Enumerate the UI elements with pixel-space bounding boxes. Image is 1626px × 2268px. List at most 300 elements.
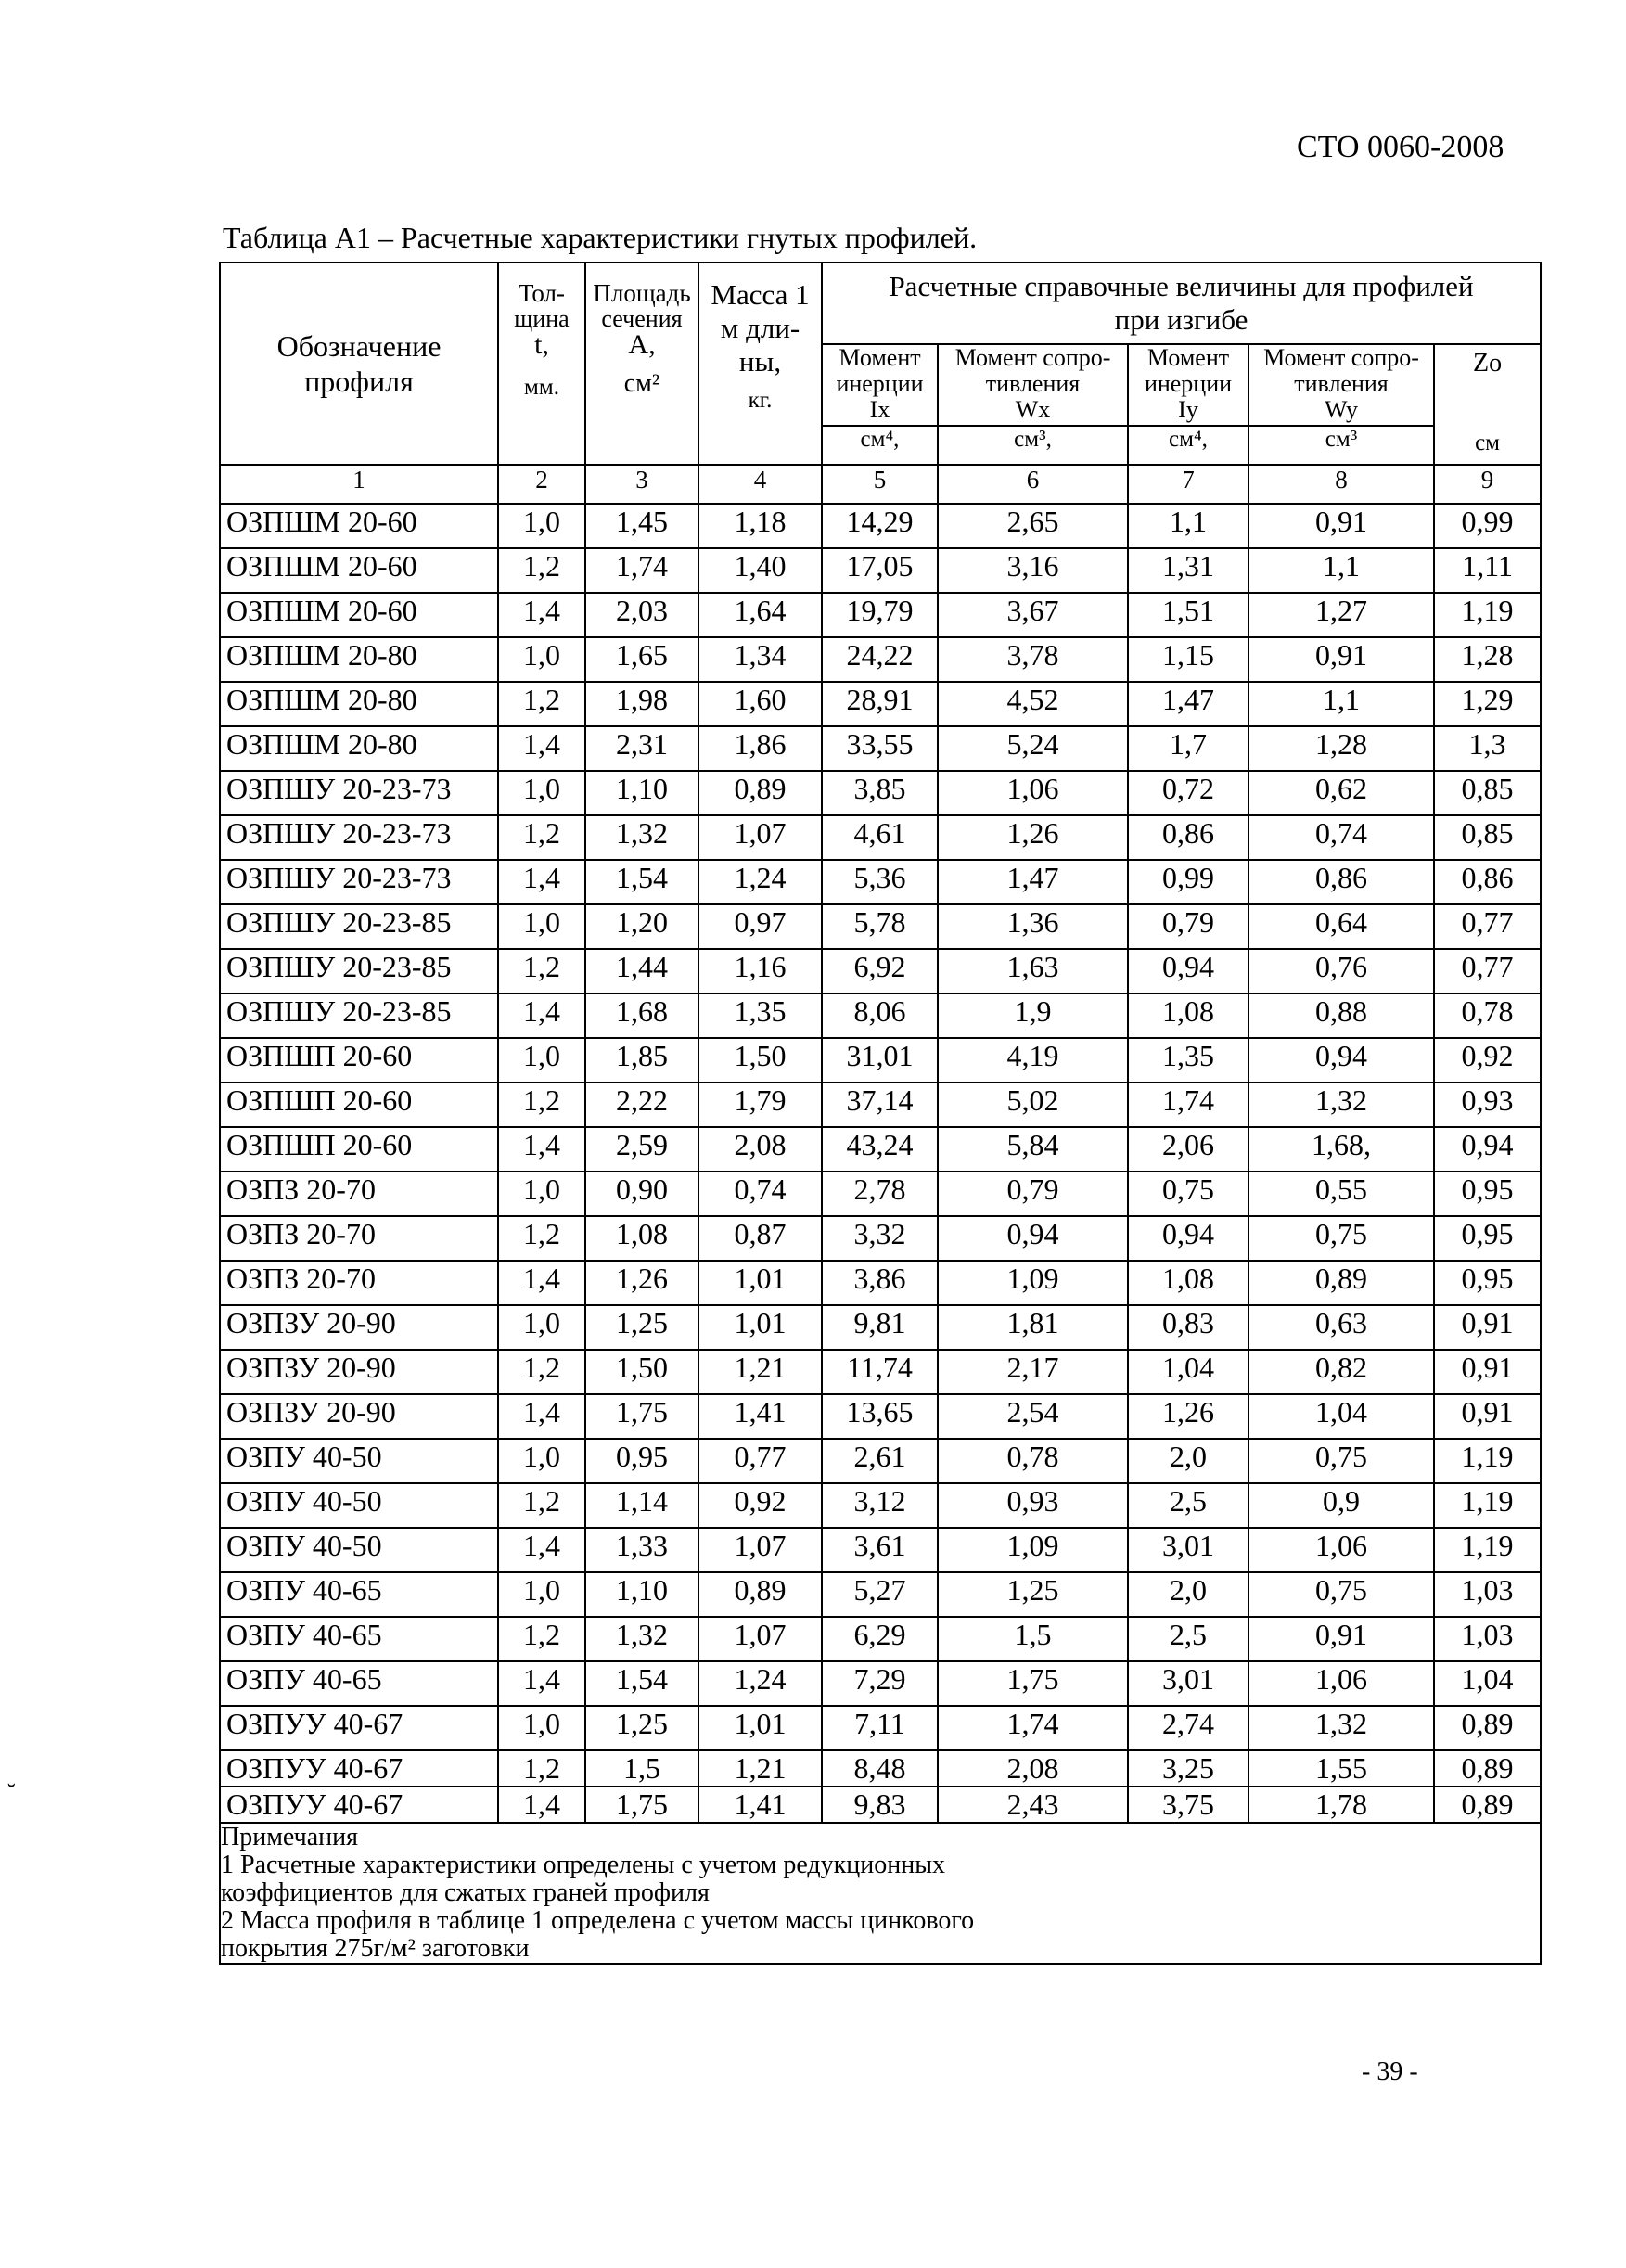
value-cell: 1,07 [698,815,822,860]
value-cell: 1,4 [498,593,585,637]
value-cell: 31,01 [822,1038,938,1083]
value-cell: 1,24 [698,1661,822,1706]
value-cell: 6,29 [822,1617,938,1661]
profile-designation-cell: ОЗПУУ 40-67 [220,1787,498,1823]
value-cell: 2,65 [938,504,1128,548]
table-row [220,593,1541,637]
value-cell: 1,19 [1434,1439,1541,1483]
value-cell: 2,17 [938,1350,1128,1394]
value-cell: 0,92 [698,1483,822,1528]
value-cell: 1,54 [585,1661,698,1706]
value-cell: 0,77 [698,1439,822,1483]
value-cell: 2,08 [938,1750,1128,1787]
value-cell: 0,91 [1248,1617,1434,1661]
value-cell: 1,4 [498,726,585,771]
column-number: 5 [822,465,938,504]
value-cell: 0,93 [1434,1083,1541,1127]
value-cell: 0,91 [1434,1305,1541,1350]
value-cell: 1,10 [585,1572,698,1617]
column-number: 9 [1434,465,1541,504]
value-cell: 0,94 [1128,1216,1248,1261]
value-cell: 0,9 [1248,1483,1434,1528]
value-cell: 1,2 [498,1483,585,1528]
value-cell: 1,86 [698,726,822,771]
value-cell: 9,83 [822,1787,938,1823]
value-cell: 0,77 [1434,949,1541,993]
value-cell: 1,0 [498,1305,585,1350]
value-cell: 1,04 [1434,1661,1541,1706]
table-row [220,682,1541,726]
value-cell: 1,55 [1248,1750,1434,1787]
value-cell: 1,26 [585,1261,698,1305]
value-cell: 1,25 [585,1706,698,1750]
value-cell: 2,43 [938,1787,1128,1823]
profile-designation-cell: ОЗПУ 40-50 [220,1483,498,1528]
value-cell: 0,75 [1128,1172,1248,1216]
value-cell: 1,27 [1248,593,1434,637]
value-cell: 0,91 [1434,1394,1541,1439]
value-cell: 1,5 [585,1750,698,1787]
value-cell: 1,26 [1128,1394,1248,1439]
value-cell: 1,35 [1128,1038,1248,1083]
value-cell: 1,75 [585,1394,698,1439]
value-cell: 1,19 [1434,1528,1541,1572]
value-cell: 2,5 [1128,1617,1248,1661]
value-cell: 1,0 [498,637,585,682]
value-cell: 1,74 [1128,1083,1248,1127]
value-cell: 1,06 [1248,1528,1434,1572]
value-cell: 0,78 [938,1439,1128,1483]
value-cell: 3,12 [822,1483,938,1528]
profile-designation-cell: ОЗПЗ 20-70 [220,1172,498,1216]
table-row [220,993,1541,1038]
value-cell: 1,75 [585,1787,698,1823]
value-cell: 28,91 [822,682,938,726]
value-cell: 1,32 [1248,1083,1434,1127]
value-cell: 0,89 [698,771,822,815]
value-cell: 1,2 [498,1350,585,1394]
table-row [220,1706,1541,1750]
table-row [220,1483,1541,1528]
value-cell: 1,1 [1248,548,1434,593]
value-cell: 13,65 [822,1394,938,1439]
value-cell: 2,08 [698,1127,822,1172]
value-cell: 3,78 [938,637,1128,682]
value-cell: 1,01 [698,1706,822,1750]
value-cell: 0,74 [698,1172,822,1216]
value-cell: 1,4 [498,1528,585,1572]
notes-row [220,1823,1541,1964]
table-row [220,1172,1541,1216]
value-cell: 1,2 [498,548,585,593]
value-cell: 2,22 [585,1083,698,1127]
value-cell: 0,86 [1128,815,1248,860]
value-cell: 1,79 [698,1083,822,1127]
profile-designation-cell: ОЗПУ 40-65 [220,1661,498,1706]
value-cell: 6,92 [822,949,938,993]
header-ix: Момент инерции Ix [822,344,938,426]
value-cell: 1,41 [698,1394,822,1439]
table-row [220,1305,1541,1350]
page-number: - 39 - [1362,2057,1418,2086]
value-cell: 0,55 [1248,1172,1434,1216]
value-cell: 0,89 [698,1572,822,1617]
value-cell: 1,0 [498,1172,585,1216]
value-cell: 1,15 [1128,637,1248,682]
value-cell: 1,2 [498,682,585,726]
profile-designation-cell: ОЗПУ 40-65 [220,1617,498,1661]
value-cell: 0,82 [1248,1350,1434,1394]
value-cell: 3,85 [822,771,938,815]
value-cell: 1,20 [585,904,698,949]
table-row [220,904,1541,949]
header-area: Площадь сечения А, см² [585,263,698,465]
column-number: 7 [1128,465,1248,504]
value-cell: 1,50 [698,1038,822,1083]
value-cell: 3,16 [938,548,1128,593]
value-cell: 1,29 [1434,682,1541,726]
profile-designation-cell: ОЗПУ 40-65 [220,1572,498,1617]
table-row [220,1528,1541,1572]
value-cell: 0,72 [1128,771,1248,815]
note-line: 2 Масса профиля в таблице 1 определена с учетом массы цинкового [221,1906,975,1935]
value-cell: 1,0 [498,771,585,815]
value-cell: 1,74 [938,1706,1128,1750]
value-cell: 1,68, [1248,1127,1434,1172]
value-cell: 0,91 [1248,637,1434,682]
value-cell: 9,81 [822,1305,938,1350]
value-cell: 1,21 [698,1750,822,1787]
value-cell: 1,0 [498,504,585,548]
value-cell: 1,35 [698,993,822,1038]
column-number: 4 [698,465,822,504]
table-row [220,726,1541,771]
profile-designation-cell: ОЗПУУ 40-67 [220,1750,498,1787]
table-row [220,1083,1541,1127]
value-cell: 0,86 [1248,860,1434,904]
value-cell: 1,08 [1128,993,1248,1038]
value-cell: 1,32 [585,1617,698,1661]
value-cell: 1,19 [1434,593,1541,637]
value-cell: 1,07 [698,1617,822,1661]
profile-designation-cell: ОЗПУУ 40-67 [220,1706,498,1750]
value-cell: 0,95 [1434,1172,1541,1216]
column-number-row [220,465,1541,504]
value-cell: 7,11 [822,1706,938,1750]
value-cell: 1,06 [1248,1661,1434,1706]
profile-designation-cell: ОЗПШП 20-60 [220,1083,498,1127]
table-row [220,1394,1541,1439]
value-cell: 1,34 [698,637,822,682]
profile-designation-cell: ОЗПШУ 20-23-85 [220,949,498,993]
value-cell: 0,99 [1128,860,1248,904]
value-cell: 1,04 [1248,1394,1434,1439]
profile-designation-cell: ОЗПЗУ 20-90 [220,1350,498,1394]
value-cell: 2,78 [822,1172,938,1216]
note-line: коэффициентов для сжатых граней профиля [221,1878,710,1907]
value-cell: 3,25 [1128,1750,1248,1787]
value-cell: 5,02 [938,1083,1128,1127]
value-cell: 3,01 [1128,1661,1248,1706]
profile-designation-cell: ОЗПШМ 20-60 [220,504,498,548]
header-thickness: Тол- щина t, мм. [498,263,585,465]
value-cell: 3,86 [822,1261,938,1305]
profile-designation-cell: ОЗПШМ 20-60 [220,593,498,637]
value-cell: 0,64 [1248,904,1434,949]
column-number: 6 [938,465,1128,504]
value-cell: 1,25 [938,1572,1128,1617]
table-row [220,1038,1541,1083]
value-cell: 1,01 [698,1261,822,1305]
value-cell: 1,03 [1434,1572,1541,1617]
table-row [220,548,1541,593]
value-cell: 0,89 [1434,1787,1541,1823]
value-cell: 1,11 [1434,548,1541,593]
unit-wy: см³ [1248,426,1434,465]
header-zo: Zo см [1434,344,1541,465]
value-cell: 3,32 [822,1216,938,1261]
value-cell: 1,47 [938,860,1128,904]
value-cell: 2,03 [585,593,698,637]
value-cell: 2,06 [1128,1127,1248,1172]
header-mass: Масса 1 м дли- ны, кг. [698,263,822,465]
column-number: 3 [585,465,698,504]
value-cell: 1,3 [1434,726,1541,771]
value-cell: 1,47 [1128,682,1248,726]
value-cell: 1,1 [1248,682,1434,726]
table-row [220,949,1541,993]
value-cell: 0,75 [1248,1216,1434,1261]
value-cell: 0,92 [1434,1038,1541,1083]
value-cell: 0,89 [1434,1750,1541,1787]
value-cell: 5,36 [822,860,938,904]
value-cell: 1,28 [1248,726,1434,771]
table-row [220,637,1541,682]
table-row [220,771,1541,815]
table-row [220,1750,1541,1787]
value-cell: 0,76 [1248,949,1434,993]
notes [220,1823,1541,1964]
column-number: 2 [498,465,585,504]
table-row [220,1572,1541,1617]
value-cell: 1,08 [1128,1261,1248,1305]
value-cell: 2,0 [1128,1572,1248,1617]
value-cell: 1,4 [498,1261,585,1305]
value-cell: 1,31 [1128,548,1248,593]
value-cell: 8,06 [822,993,938,1038]
value-cell: 1,4 [498,993,585,1038]
profile-designation-cell: ОЗПШУ 20-23-73 [220,771,498,815]
profile-designation-cell: ОЗПШМ 20-80 [220,682,498,726]
value-cell: 1,25 [585,1305,698,1350]
value-cell: 0,75 [1248,1439,1434,1483]
value-cell: 0,91 [1434,1350,1541,1394]
header-wy: Момент сопро- тивления Wy [1248,344,1434,426]
value-cell: 0,79 [938,1172,1128,1216]
profile-designation-cell: ОЗПШУ 20-23-73 [220,860,498,904]
value-cell: 1,7 [1128,726,1248,771]
value-cell: 1,60 [698,682,822,726]
value-cell: 14,29 [822,504,938,548]
table-row [220,1439,1541,1483]
value-cell: 5,27 [822,1572,938,1617]
value-cell: 0,94 [1128,949,1248,993]
value-cell: 1,2 [498,1216,585,1261]
value-cell: 2,54 [938,1394,1128,1439]
table-row [220,1787,1541,1823]
value-cell: 0,74 [1248,815,1434,860]
value-cell: 1,04 [1128,1350,1248,1394]
value-cell: 1,4 [498,1661,585,1706]
value-cell: 1,26 [938,815,1128,860]
value-cell: 0,94 [1434,1127,1541,1172]
value-cell: 0,95 [1434,1216,1541,1261]
unit-ix: см⁴, [822,426,938,465]
value-cell: 1,41 [698,1787,822,1823]
value-cell: 1,21 [698,1350,822,1394]
value-cell: 0,85 [1434,815,1541,860]
value-cell: 1,98 [585,682,698,726]
value-cell: 1,0 [498,1038,585,1083]
value-cell: 0,63 [1248,1305,1434,1350]
value-cell: 0,78 [1434,993,1541,1038]
value-cell: 4,19 [938,1038,1128,1083]
value-cell: 1,33 [585,1528,698,1572]
value-cell: 1,0 [498,904,585,949]
value-cell: 0,89 [1434,1706,1541,1750]
profile-designation-cell: ОЗПШУ 20-23-73 [220,815,498,860]
profile-designation-cell: ОЗПШМ 20-80 [220,726,498,771]
value-cell: 1,75 [938,1661,1128,1706]
value-cell: 2,59 [585,1127,698,1172]
profile-designation-cell: ОЗПУ 40-50 [220,1439,498,1483]
value-cell: 11,74 [822,1350,938,1394]
value-cell: 1,63 [938,949,1128,993]
value-cell: 43,24 [822,1127,938,1172]
unit-wx: см³, [938,426,1128,465]
header-bending-group: Расчетные справочные величины для профилей при изгибе [822,263,1541,344]
value-cell: 1,18 [698,504,822,548]
note-line: 1 Расчетные характеристики определены с учетом редукционных [221,1851,946,1879]
value-cell: 1,68 [585,993,698,1038]
value-cell: 2,61 [822,1439,938,1483]
header-designation: Обозначение профиля [220,263,498,465]
value-cell: 1,44 [585,949,698,993]
value-cell: 1,78 [1248,1787,1434,1823]
value-cell: 1,24 [698,860,822,904]
value-cell: 0,94 [938,1216,1128,1261]
document-code: СТО 0060-2008 [1297,130,1504,164]
notes-title: Примечания [221,1823,359,1852]
value-cell: 1,45 [585,504,698,548]
value-cell: 1,2 [498,1750,585,1787]
value-cell: 0,83 [1128,1305,1248,1350]
value-cell: 2,31 [585,726,698,771]
value-cell: 1,81 [938,1305,1128,1350]
profile-designation-cell: ОЗПШМ 20-80 [220,637,498,682]
value-cell: 1,2 [498,1617,585,1661]
value-cell: 0,79 [1128,904,1248,949]
profile-designation-cell: ОЗПШП 20-60 [220,1038,498,1083]
value-cell: 0,95 [585,1439,698,1483]
margin-mark: ˘ [7,1779,16,1806]
value-cell: 1,07 [698,1528,822,1572]
table-row [220,1617,1541,1661]
table-row [220,1127,1541,1172]
value-cell: 2,5 [1128,1483,1248,1528]
table-row [220,860,1541,904]
value-cell: 0,77 [1434,904,1541,949]
value-cell: 1,4 [498,1787,585,1823]
profile-designation-cell: ОЗПЗ 20-70 [220,1216,498,1261]
value-cell: 3,67 [938,593,1128,637]
value-cell: 0,91 [1248,504,1434,548]
value-cell: 1,4 [498,1127,585,1172]
value-cell: 1,32 [1248,1706,1434,1750]
value-cell: 1,51 [1128,593,1248,637]
table-row [220,1261,1541,1305]
value-cell: 0,86 [1434,860,1541,904]
value-cell: 1,74 [585,548,698,593]
value-cell: 1,10 [585,771,698,815]
value-cell: 17,05 [822,548,938,593]
value-cell: 1,2 [498,1083,585,1127]
value-cell: 1,28 [1434,637,1541,682]
value-cell: 1,54 [585,860,698,904]
value-cell: 5,84 [938,1127,1128,1172]
header-wx: Момент сопро- тивления Wx [938,344,1128,426]
value-cell: 1,09 [938,1528,1128,1572]
value-cell: 0,85 [1434,771,1541,815]
value-cell: 1,19 [1434,1483,1541,1528]
value-cell: 3,75 [1128,1787,1248,1823]
table-row [220,1661,1541,1706]
table-row [220,1216,1541,1261]
value-cell: 2,0 [1128,1439,1248,1483]
table-row [220,1350,1541,1394]
value-cell: 1,50 [585,1350,698,1394]
value-cell: 5,24 [938,726,1128,771]
profile-designation-cell: ОЗПЗУ 20-90 [220,1305,498,1350]
value-cell: 1,16 [698,949,822,993]
header-iy: Момент инерции Iy [1128,344,1248,426]
value-cell: 1,4 [498,1394,585,1439]
value-cell: 0,95 [1434,1261,1541,1305]
table-row [220,504,1541,548]
value-cell: 1,2 [498,949,585,993]
value-cell: 0,87 [698,1216,822,1261]
value-cell: 1,1 [1128,504,1248,548]
profile-designation-cell: ОЗПШУ 20-23-85 [220,904,498,949]
value-cell: 1,0 [498,1572,585,1617]
value-cell: 0,94 [1248,1038,1434,1083]
profile-designation-cell: ОЗПЗУ 20-90 [220,1394,498,1439]
value-cell: 1,9 [938,993,1128,1038]
value-cell: 1,2 [498,815,585,860]
value-cell: 1,32 [585,815,698,860]
value-cell: 3,01 [1128,1528,1248,1572]
value-cell: 1,0 [498,1706,585,1750]
value-cell: 0,75 [1248,1572,1434,1617]
value-cell: 0,88 [1248,993,1434,1038]
profile-designation-cell: ОЗПУ 40-50 [220,1528,498,1572]
column-number: 8 [1248,465,1434,504]
value-cell: 1,09 [938,1261,1128,1305]
value-cell: 1,65 [585,637,698,682]
profile-designation-cell: ОЗПЗ 20-70 [220,1261,498,1305]
value-cell: 0,62 [1248,771,1434,815]
value-cell: 4,61 [822,815,938,860]
